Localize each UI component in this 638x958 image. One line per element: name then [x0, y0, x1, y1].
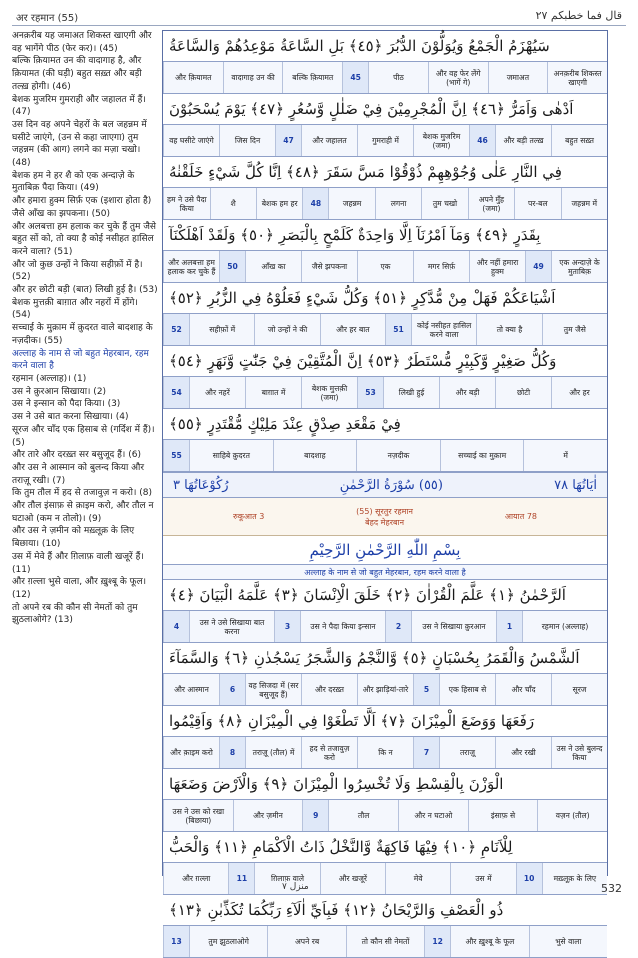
- surah-running-title: अर रहमान (55): [16, 13, 79, 24]
- arabic-verse-line: اَدْهٰى وَاَمَرُّ ﴿٤٦﴾ اِنَّ الْمُجْرِمِيْنَ فِيْ ضَلٰلٍ وَّسُعُرٍ ﴿٤٧﴾ يَوْمَ يُسْحَبُوْنَ: [169, 100, 574, 118]
- word-meaning-cell: और नहरें: [189, 377, 245, 408]
- translation-paragraph: उस ने क़ुरआन सिखाया। (2): [12, 386, 107, 397]
- verse-number-cell: 4: [163, 611, 189, 642]
- word-meaning-cell: तो कौन सी नेमतों: [346, 926, 424, 957]
- word-meaning-cell: एक अन्दाज़े के मुताबिक़: [551, 251, 607, 282]
- word-meaning-row: [163, 439, 607, 472]
- ayat-count-arabic: اٰيَاتُهَا ٧٨: [554, 477, 597, 493]
- manzil-marker: منزل ٧: [282, 882, 309, 892]
- verse-number-cell: 5: [413, 674, 439, 705]
- word-meaning-row: [163, 799, 607, 832]
- word-meaning-cell: छोटी: [495, 377, 551, 408]
- word-meaning-cell: ग़िलाफ़ वाले: [254, 863, 319, 894]
- word-meaning-cell: जहन्नम में: [561, 188, 607, 219]
- word-meaning-row: [163, 250, 607, 283]
- word-meaning-cell: में: [523, 440, 607, 471]
- word-meaning-cell: बादशाह: [273, 440, 357, 471]
- word-meaning-cell: साहिबे क़ुदरत: [189, 440, 273, 471]
- translation-column: [12, 30, 158, 880]
- verse-number-cell: 1: [496, 611, 522, 642]
- word-meaning-cell: अपने मुँह (जमा): [468, 188, 514, 219]
- word-meaning-cell: और बड़ी: [439, 377, 495, 408]
- translation-paragraph: और हमारा हुक्म सिर्फ़ एक (इशारा होता है) जैसे आँख का झपकना। (50): [12, 196, 152, 219]
- word-meaning-cell: उस ने उसे बुलन्द किया: [551, 737, 607, 768]
- verse-number-cell: 8: [219, 737, 245, 768]
- page-number: 532: [601, 882, 622, 895]
- word-meaning-cell: बहुत सख़्त: [551, 125, 607, 156]
- word-meaning-cell: और आस्मान: [163, 674, 219, 705]
- word-meaning-row: [163, 925, 607, 958]
- verse-number-cell: 50: [219, 251, 245, 282]
- word-meaning-cell: लगना: [375, 188, 421, 219]
- quran-page: [12, 8, 626, 946]
- translation-paragraph: और तौल इंसाफ़ से क़ाइम करो, और तौल न घटाओ (कम न तोलो)। (9): [12, 501, 154, 524]
- word-meaning-cell: और बड़ी तल्ख़: [495, 125, 551, 156]
- word-meaning-cell: वह सिजदा में (सर बसुजूद हैं): [245, 674, 301, 705]
- translation-paragraph: उस ने उसे बात करना सिखाया। (4): [12, 412, 129, 423]
- word-meaning-cell: इंसाफ़ से: [468, 800, 538, 831]
- basmala-translation: अल्लाह के नाम से जो बहुत मेहरबान, रहम करने वाला है: [163, 564, 607, 580]
- word-meaning-cell: आँख का: [245, 251, 301, 282]
- translation-paragraph: सच्चाई के मुक़ाम में क़ुदरत वाले बादशाह के नज़दीक। (55): [12, 323, 153, 346]
- word-meaning-cell: तुम जैसे: [542, 314, 607, 345]
- translation-paragraph: अल्लाह के नाम से जो बहुत मेहरबान, रहम करने वाला है: [12, 348, 149, 372]
- word-meaning-cell: वह घसीटे जाएंगे: [163, 125, 219, 156]
- surah-name-block: [356, 506, 413, 528]
- word-meaning-cell: एक: [357, 251, 413, 282]
- word-meaning-cell: और अलबत्ता हम हलाक कर चुके हैं: [163, 251, 219, 282]
- word-meaning-cell: बेशक मुजरिम (जमा): [413, 125, 469, 156]
- verse-number-cell: 6: [219, 674, 245, 705]
- translation-paragraph: और तारे और दरख़्त सर बसुजूद हैं। (6): [12, 450, 141, 461]
- verse-number-cell: 10: [516, 863, 542, 894]
- word-meaning-cell: और क़ाइम करो: [163, 737, 219, 768]
- word-meaning-cell: हम ने उसे पैदा किया: [163, 188, 209, 219]
- word-meaning-cell: और न घटाओ: [398, 800, 468, 831]
- word-meaning-cell: तौल: [328, 800, 398, 831]
- word-meaning-cell: और खजूरें: [320, 863, 385, 894]
- word-meaning-cell: गुमराही में: [357, 125, 413, 156]
- surah-name-hindi: (55) सूरतुर रहमान: [356, 506, 413, 516]
- word-meaning-cell: पीठ: [368, 62, 428, 93]
- word-meaning-cell: और ज़मीन: [233, 800, 303, 831]
- word-meaning-cell: और दरख़्त: [301, 674, 357, 705]
- word-meaning-cell: जैसे झपकना: [301, 251, 357, 282]
- arabic-verse-line: اَشْيَاعَكُمْ فَهَلْ مِنْ مُّدَّكِرٍ ﴿٥١﴾ وَكُلُّ شَيْءٍ فَعَلُوْهُ فِي الزُّبُرِ ﴿٥٢﴾: [169, 289, 556, 307]
- verse-number-cell: 48: [302, 188, 328, 219]
- word-meaning-cell: उस ने सिखाया क़ुरआन: [411, 611, 496, 642]
- word-meaning-cell: उस ने उसे सिखाया बात करना: [189, 611, 274, 642]
- verse-number-cell: 7: [413, 737, 439, 768]
- translation-paragraph: और जो कुछ उन्हों ने किया सहीफ़ों में है। (52): [12, 259, 143, 283]
- word-meaning-cell: तो क्या है: [476, 314, 541, 345]
- translation-paragraph: कि तुम तौल में हद से तजावुज़ न करो। (8): [12, 488, 152, 499]
- word-meaning-cell: अनक़रीब शिकस्त खाएगी: [547, 62, 607, 93]
- verse-number-cell: 54: [163, 377, 189, 408]
- verse-number-cell: 2: [385, 611, 411, 642]
- word-meaning-cell: और ख़ुश्बू के फूल: [450, 926, 528, 957]
- word-meaning-cell: जो उन्हों ने की: [254, 314, 319, 345]
- word-meaning-cell: तुम चखो: [421, 188, 467, 219]
- word-meaning-cell: सूरज: [551, 674, 607, 705]
- word-meaning-cell: अपने रब: [267, 926, 345, 957]
- word-meaning-cell: मेवे: [385, 863, 450, 894]
- translation-paragraph: और ग़ल्ला भुसे वाला, और ख़ुश्बू के फूल। (12): [12, 577, 147, 600]
- translation-paragraph: बेशक मुत्तक़ी बाग़ात और नहरों में होंगे। (54): [12, 297, 138, 321]
- arabic-verse-line: وَكُلُّ صَغِيْرٍ وَّكَبِيْرٍ مُّسْتَطَرٌ ﴿٥٣﴾ اِنَّ الْمُتَّقِيْنَ فِيْ جَنّٰتٍ وَّنَهَرٍ ﴿٥٤﴾: [169, 352, 557, 370]
- surah-name-arabic: (٥٥) سُوْرَةُ الرَّحْمٰنِ: [339, 477, 443, 493]
- word-meaning-cell: उस ने उस को रखा (बिछाया): [163, 800, 233, 831]
- word-meaning-row: [163, 736, 607, 769]
- surah-meaning-hindi: बेहद मेहरबान: [365, 517, 405, 527]
- translation-paragraph: उस में मेवे हैं और ग़िलाफ़ वाली खजूरें हैं। (11): [12, 551, 144, 575]
- word-meaning-cell: सच्चाई का मुक़ाम: [440, 440, 524, 471]
- word-meaning-cell: वज़न (तौल): [537, 800, 607, 831]
- word-meaning-row: [163, 376, 607, 409]
- word-meaning-cell: शै: [210, 188, 256, 219]
- word-meaning-cell: और रखी: [495, 737, 551, 768]
- word-meaning-cell: और झाड़ियां-तारे: [357, 674, 413, 705]
- word-meaning-cell: कि न: [357, 737, 413, 768]
- word-meaning-cell: बल्कि क़ियामत: [282, 62, 342, 93]
- arabic-verse-line: الْوَزْنَ بِالْقِسْطِ وَلَا تُخْسِرُوا الْمِيْزَانَ ﴿٩﴾ وَالْاَرْضَ وَضَعَهَا: [169, 775, 504, 793]
- word-meaning-cell: और नहीं हमारा हुक्म: [469, 251, 525, 282]
- surah-info-band: [163, 498, 607, 536]
- surah-title-band: [163, 472, 607, 498]
- arabic-verse-line: اَلرَّحْمٰنُ ﴿١﴾ عَلَّمَ الْقُرْاٰنَ ﴿٢﴾ خَلَقَ الْاِنْسَانَ ﴿٣﴾ عَلَّمَهُ الْبَيَانَ ﴿٤﴾: [169, 586, 566, 604]
- translation-paragraph: और उस ने ज़मीन को मख़्लूक़ के लिए बिछाया। (10): [12, 526, 135, 550]
- verse-number-cell: 51: [385, 314, 411, 345]
- translation-paragraph: और हर छोटी बड़ी (बात) लिखी हुई है। (53): [12, 285, 158, 296]
- arabic-verse-line: فِيْ مَقْعَدِ صِدْقٍ عِنْدَ مَلِيْكٍ مُّقْتَدِرٍ ﴿٥٥﴾: [169, 415, 401, 433]
- translation-paragraph: और उस ने आस्मान को बुलन्द किया और तराज़ू रखी। (7): [12, 462, 145, 486]
- verses-block-55: [163, 580, 607, 958]
- word-meaning-cell: और हर बात: [320, 314, 385, 345]
- arabic-verse-line: اَلشَّمْسُ وَالْقَمَرُ بِحُسْبَانٍ ﴿٥﴾ وَّالنَّجْمُ وَالشَّجَرُ يَسْجُدٰنِ ﴿٦﴾ وَالسَّمَآءَ: [169, 649, 580, 667]
- word-meaning-cell: पर-बल: [514, 188, 560, 219]
- word-meaning-cell: तराज़ू (तौल) में: [245, 737, 301, 768]
- verse-number-cell: 49: [525, 251, 551, 282]
- word-meaning-row: [163, 313, 607, 346]
- word-meaning-cell: मख़्लूक़ के लिए: [542, 863, 607, 894]
- word-meaning-cell: जमाअत: [488, 62, 548, 93]
- translation-paragraph: तो अपने रब की कौन सी नेमतों को तुम झुठलाओगे? (13): [12, 602, 138, 626]
- word-meaning-cell: वादागाह उन की: [223, 62, 283, 93]
- word-meaning-cell: उस में: [450, 863, 515, 894]
- basmala-arabic: بِسْمِ اللّٰهِ الرَّحْمٰنِ الرَّحِيْمِ: [309, 541, 461, 559]
- verses-block-54: [163, 31, 607, 472]
- word-meaning-cell: हद से तजावुज़ करो: [301, 737, 357, 768]
- word-meaning-cell: बेशक हम हर: [256, 188, 302, 219]
- word-meaning-row: [163, 187, 607, 220]
- word-meaning-cell: और क़ियामत: [163, 62, 223, 93]
- word-meaning-cell: उस ने पैदा किया इन्सान: [300, 611, 385, 642]
- word-meaning-cell: और वह फेर लेंगे (भागें गे): [428, 62, 488, 93]
- translation-paragraph: बेशक मुजरिम गुमराही और जहालत में हैं। (47): [12, 94, 146, 118]
- word-meaning-cell: मगर सिर्फ़: [413, 251, 469, 282]
- word-meaning-cell: और हर: [551, 377, 607, 408]
- word-meaning-row: [163, 124, 607, 157]
- translation-paragraph: और अलबत्ता हम हलाक कर चुके हैं तुम जैसे बहुत सों को, तो क्या है कोई नसीहत हासिल करने वाला? (51): [12, 221, 157, 257]
- verse-number-cell: 3: [274, 611, 300, 642]
- arabic-verse-line: سَيُهْزَمُ الْجَمْعُ وَيُوَلُّوْنَ الدُّبُرَ ﴿٤٥﴾ بَلِ السَّاعَةُ مَوْعِدُهُمْ وَالسَّاعَةُ: [169, 37, 550, 55]
- verse-number-cell: 12: [424, 926, 450, 957]
- verse-number-cell: 47: [275, 125, 301, 156]
- verse-number-cell: 53: [357, 377, 383, 408]
- arabic-verse-line: لِلْاَنَامِ ﴿١٠﴾ فِيْهَا فَاكِهَةٌ وَّالنَّخْلُ ذَاتُ الْاَكْمَامِ ﴿١١﴾ وَالْحَبُّ: [169, 838, 513, 856]
- arabic-verse-line: رَفَعَهَا وَوَضَعَ الْمِيْزَانَ ﴿٧﴾ اَلَّا تَطْغَوْا فِي الْمِيْزَانِ ﴿٨﴾ وَاَقِيْمُوا: [169, 712, 535, 730]
- ruku-count-arabic: رُكُوْعَاتُهَا ٣: [173, 477, 229, 493]
- verse-number-cell: 45: [342, 62, 368, 93]
- word-meaning-cell: जहन्नम: [328, 188, 374, 219]
- word-meaning-cell: बेशक मुत्तक़ी (जमा): [301, 377, 357, 408]
- arabic-verse-line: بِقَدَرٍ ﴿٤٩﴾ وَمَآ اَمْرُنَآ اِلَّا وَاحِدَةٌ كَلَمْحٍ بِالْبَصَرِ ﴿٥٠﴾ وَلَقَدْ اَهْلَكْنَآ: [169, 226, 541, 244]
- verse-number-cell: 46: [469, 125, 495, 156]
- arabic-verse-line: ذُو الْعَصْفِ وَالرَّيْحَانُ ﴿١٢﴾ فَبِاَيِّ اٰلَآءِ رَبِّكُمَا تُكَذِّبٰنِ ﴿١٣﴾: [169, 901, 504, 919]
- word-meaning-row: [163, 61, 607, 94]
- word-meaning-cell: नज़दीक: [356, 440, 440, 471]
- ayat-count-hindi: आयात 78: [504, 512, 537, 521]
- word-meaning-cell: बाग़ात में: [245, 377, 301, 408]
- translation-paragraph: अनक़रीब यह जमाअत शिकस्त खाएगी और वह भागेंगे पीठ (फेर कर)। (45): [12, 31, 152, 54]
- word-meaning-cell: जिस दिन: [219, 125, 275, 156]
- arabic-verse-line: فِي النَّارِ عَلٰى وُجُوْهِهِمْ ذُوْقُوْا مَسَّ سَقَرَ ﴿٤٨﴾ اِنَّا كُلَّ شَيْءٍ خَلَقْنٰهُ: [169, 163, 562, 181]
- word-meaning-cell: तुम झुठलाओगे: [189, 926, 267, 957]
- translation-paragraph: बल्कि क़ियामत उन की वादागाह है, और क़ियामत (की घड़ी) बहुत सख़्त और बड़ी तल्ख़ होगी। (46): [12, 56, 142, 92]
- word-meaning-cell: और ग़ल्ला: [163, 863, 228, 894]
- word-meaning-cell: भुसे वाला: [529, 926, 607, 957]
- word-meaning-cell: कोई नसीहत हासिल करने वाला: [411, 314, 476, 345]
- word-meaning-row: [163, 610, 607, 643]
- verse-number-cell: 52: [163, 314, 189, 345]
- juz-running-title: قال فما خطبكم ٢٧: [535, 9, 622, 22]
- word-meaning-cell: एक हिसाब से: [439, 674, 495, 705]
- page-header: [12, 8, 626, 26]
- translation-paragraph: उस दिन वह अपने चेहरों के बल जहन्नम में घसीटे जाएंगे, (उन से कहा जाएगा) तुम जहन्नम (की आग) लगने का मज़ा चखो। (48): [12, 119, 147, 169]
- verse-number-cell: 55: [163, 440, 189, 471]
- word-meaning-row: [163, 673, 607, 706]
- page-footer: [12, 882, 626, 896]
- word-meaning-cell: रहमान (अल्लाह): [522, 611, 607, 642]
- translation-paragraph: सूरज और चाँद एक हिसाब से (गर्दिश में हैं)। (5): [12, 424, 155, 448]
- word-meaning-cell: तराज़ू: [439, 737, 495, 768]
- verse-number-cell: 13: [163, 926, 189, 957]
- word-meaning-cell: सहीफ़ों में: [189, 314, 254, 345]
- verse-number-cell: 9: [302, 800, 328, 831]
- verse-number-cell: 11: [228, 863, 254, 894]
- word-meaning-cell: लिखी हुई: [383, 377, 439, 408]
- word-meaning-cell: और चाँद: [495, 674, 551, 705]
- translation-paragraph: रहमान (अल्लाह)। (1): [12, 373, 87, 384]
- translation-paragraph: बेशक हम ने हर शै को एक अन्दाज़े के मुताबिक़ पैदा किया। (49): [12, 170, 135, 194]
- ruku-count-hindi: रुकूआत 3: [233, 512, 265, 521]
- word-meaning-cell: और जहालत: [301, 125, 357, 156]
- translation-paragraph: उस ने इन्सान को पैदा किया। (3): [12, 399, 121, 410]
